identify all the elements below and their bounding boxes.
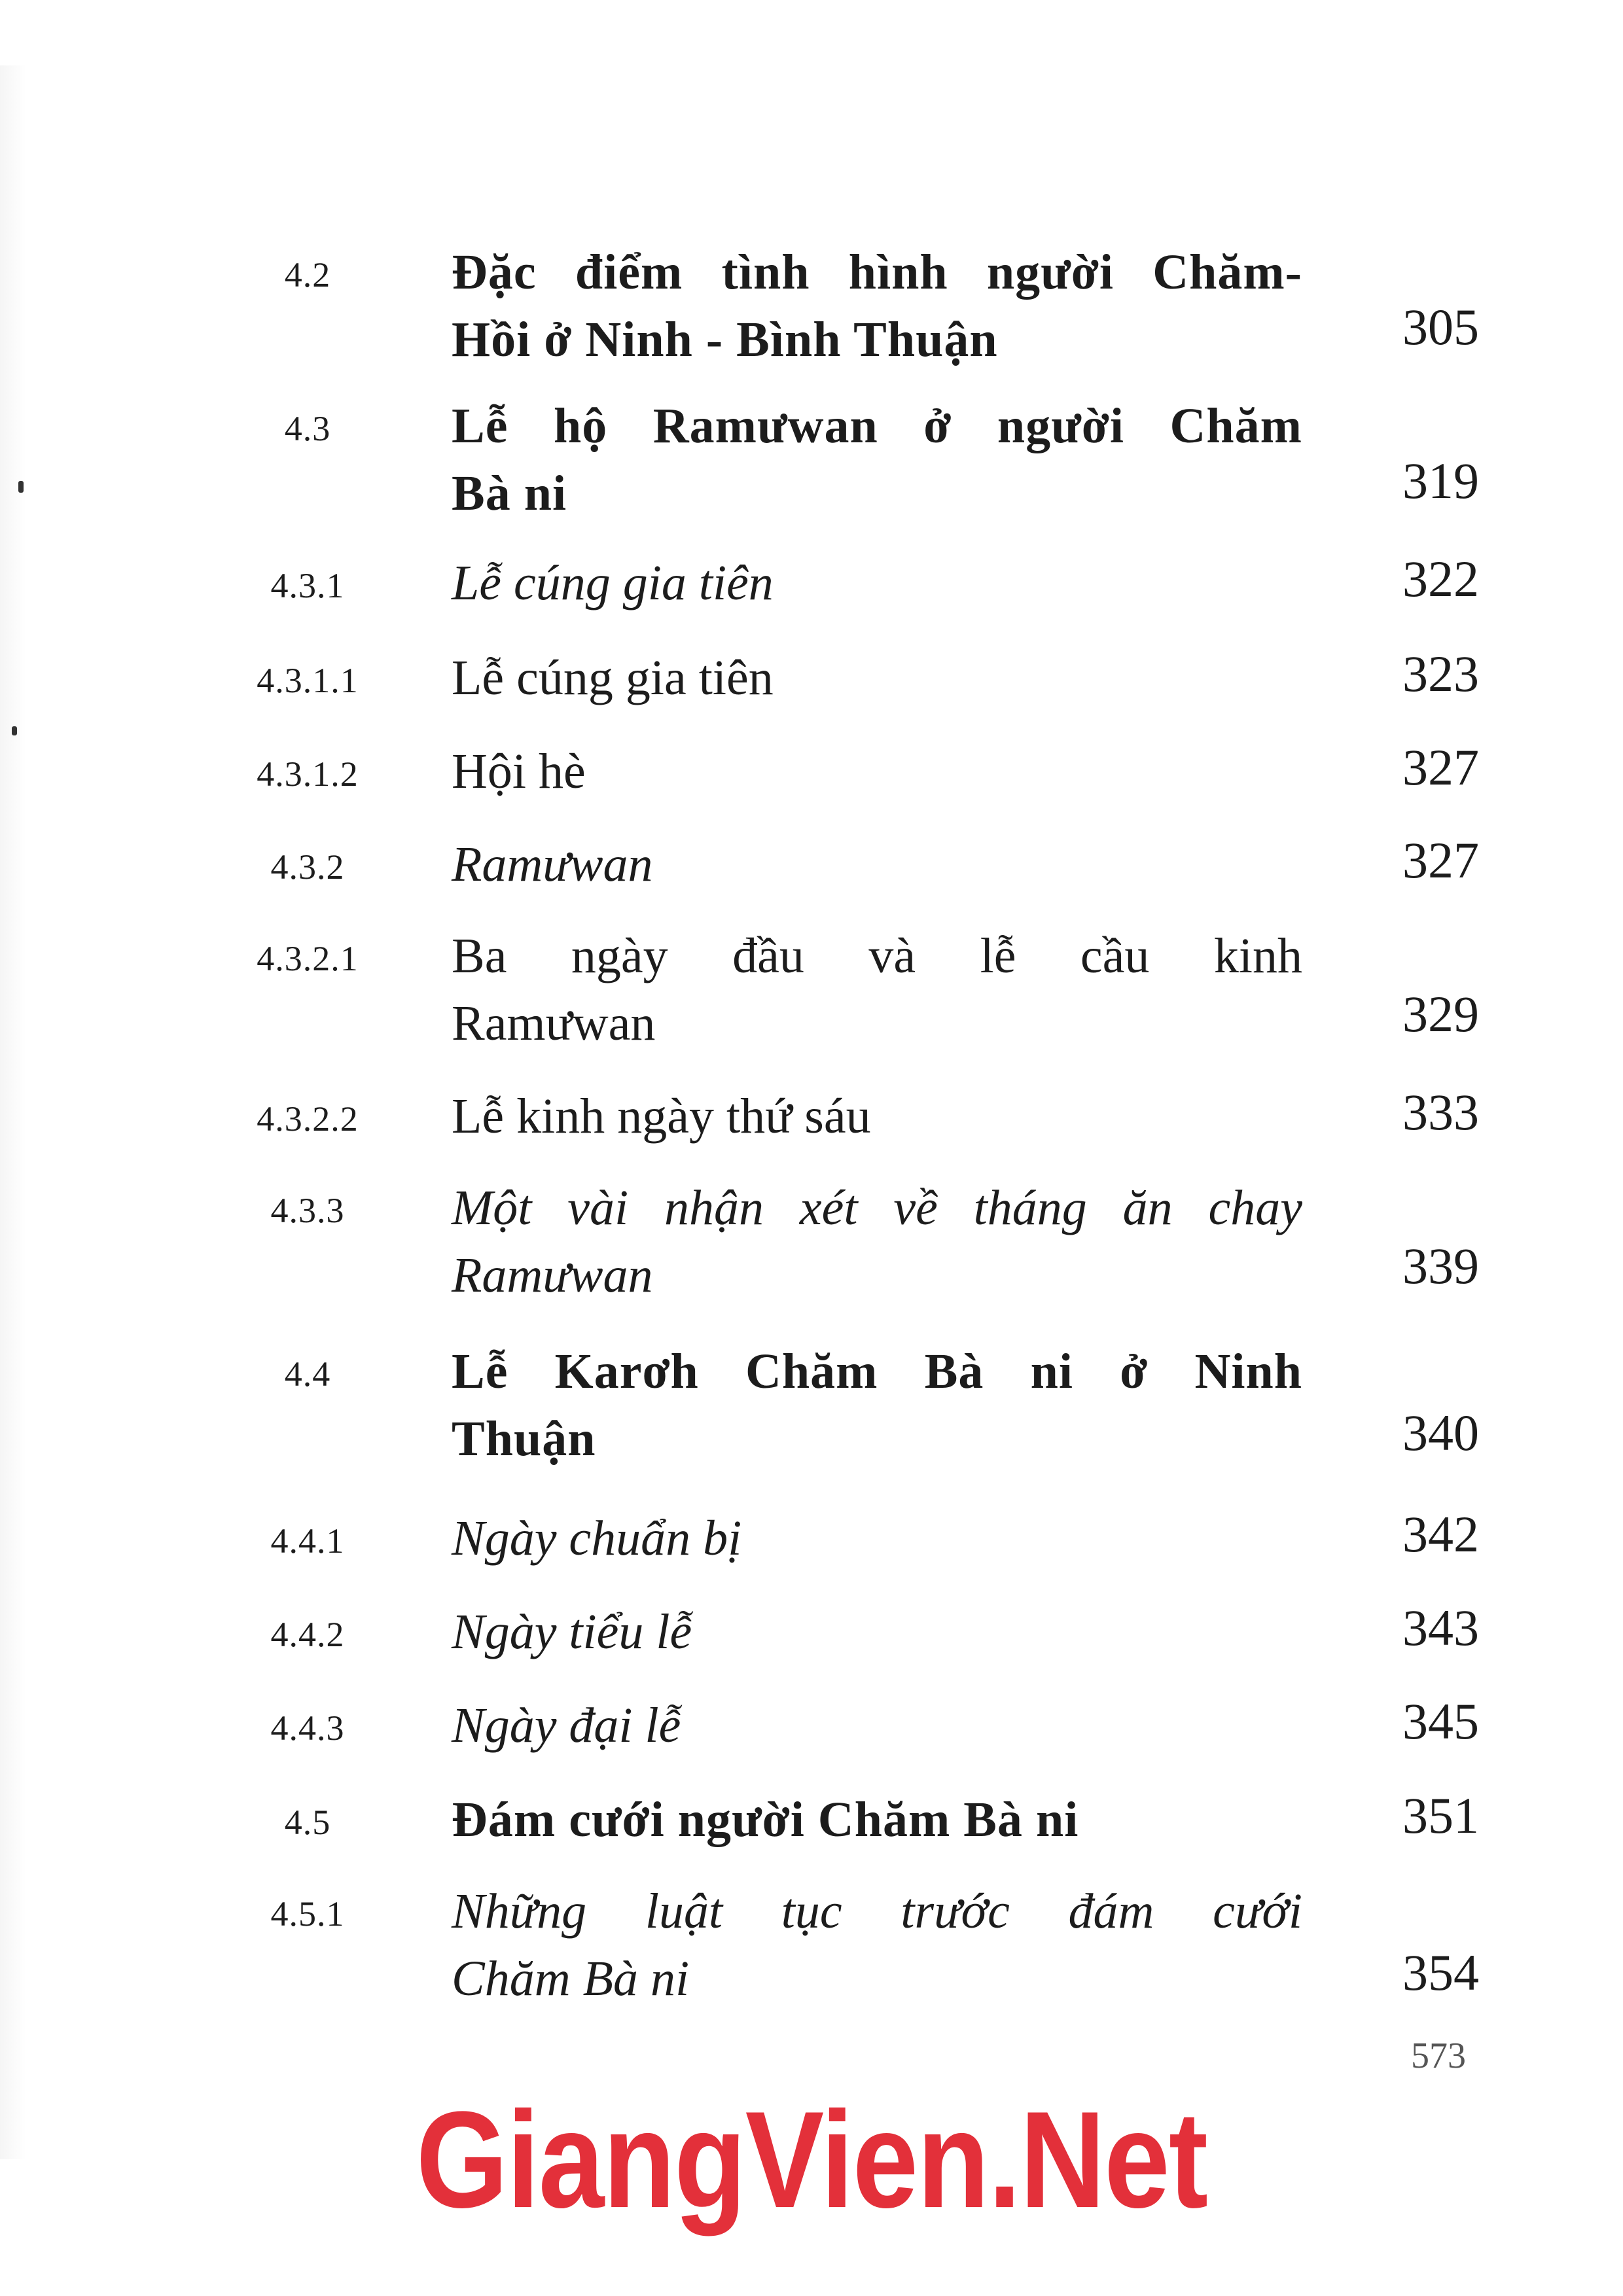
scan-speck bbox=[18, 481, 24, 493]
page-number: 327 bbox=[1402, 739, 1479, 796]
section-number: 4.4.3 bbox=[270, 1708, 345, 1748]
page-number: 323 bbox=[1402, 645, 1479, 702]
section-number: 4.4.1 bbox=[270, 1521, 345, 1561]
page-number: 333 bbox=[1402, 1084, 1479, 1140]
section-title: Ngày chuẩn bị bbox=[452, 1511, 742, 1566]
page-number: 354 bbox=[1402, 1944, 1479, 2001]
page-number: 327 bbox=[1402, 832, 1479, 889]
section-title: Hội hè bbox=[452, 744, 586, 799]
section-title: Ngày tiểu lễ bbox=[452, 1604, 692, 1659]
section-number: 4.4 bbox=[284, 1354, 331, 1394]
section-number: 4.3.3 bbox=[270, 1191, 345, 1230]
page-number: 319 bbox=[1402, 452, 1479, 509]
page-number: 329 bbox=[1402, 985, 1479, 1042]
section-number: 4.3.2 bbox=[270, 847, 345, 887]
section-number: 4.3.2.2 bbox=[257, 1099, 359, 1139]
section-title: Lễ cúng gia tiên bbox=[452, 650, 774, 705]
section-title: Đặc điểm tình hình người Chăm- Hồi ở Ninh - Bình Thuận bbox=[452, 245, 1302, 367]
page-number: 345 bbox=[1402, 1693, 1479, 1750]
section-number: 4.3.1.1 bbox=[257, 661, 359, 700]
section-title: Lễ Karơh Chăm Bà ni ở Ninh Thuận bbox=[452, 1344, 1302, 1466]
section-number: 4.2 bbox=[284, 255, 331, 294]
section-number: 4.3.1 bbox=[270, 566, 345, 605]
page-number: 343 bbox=[1402, 1599, 1479, 1656]
folio-page-number: 573 bbox=[1411, 2036, 1466, 2076]
section-number: 4.4.2 bbox=[270, 1615, 345, 1654]
section-title: Đám cưới người Chăm Bà ni bbox=[452, 1792, 1079, 1847]
page-number: 342 bbox=[1402, 1506, 1479, 1563]
page-number: 305 bbox=[1402, 298, 1479, 355]
page-number: 322 bbox=[1402, 550, 1479, 607]
page-number: 351 bbox=[1402, 1787, 1479, 1844]
page-number: 340 bbox=[1402, 1404, 1479, 1461]
section-title: Ramưwan bbox=[452, 837, 653, 892]
scan-speck bbox=[12, 726, 17, 735]
section-title: Lễ kinh ngày thứ sáu bbox=[452, 1089, 871, 1144]
section-title: Ngày đại lễ bbox=[452, 1698, 681, 1753]
scan-shadow bbox=[0, 65, 26, 2159]
section-title: Lễ cúng gia tiên bbox=[452, 556, 774, 610]
section-number: 4.3.2.1 bbox=[257, 939, 359, 978]
section-number: 4.3 bbox=[284, 409, 331, 448]
section-number: 4.5 bbox=[284, 1803, 331, 1842]
section-number: 4.3.1.2 bbox=[257, 754, 359, 794]
section-number: 4.5.1 bbox=[270, 1894, 345, 1934]
section-title: Một vài nhận xét về tháng ăn chay Ramưwan bbox=[452, 1180, 1302, 1303]
section-title: Lễ hộ Ramưwan ở người Chăm Bà ni bbox=[452, 398, 1302, 521]
watermark-logo: GiangVien.Net bbox=[416, 2083, 1207, 2236]
page-number: 339 bbox=[1402, 1237, 1479, 1294]
section-title: Ba ngày đầu và lễ cầu kinh Ramưwan bbox=[452, 928, 1302, 1051]
section-title: Những luật tục trước đám cưới Chăm Bà ni bbox=[452, 1884, 1302, 2006]
